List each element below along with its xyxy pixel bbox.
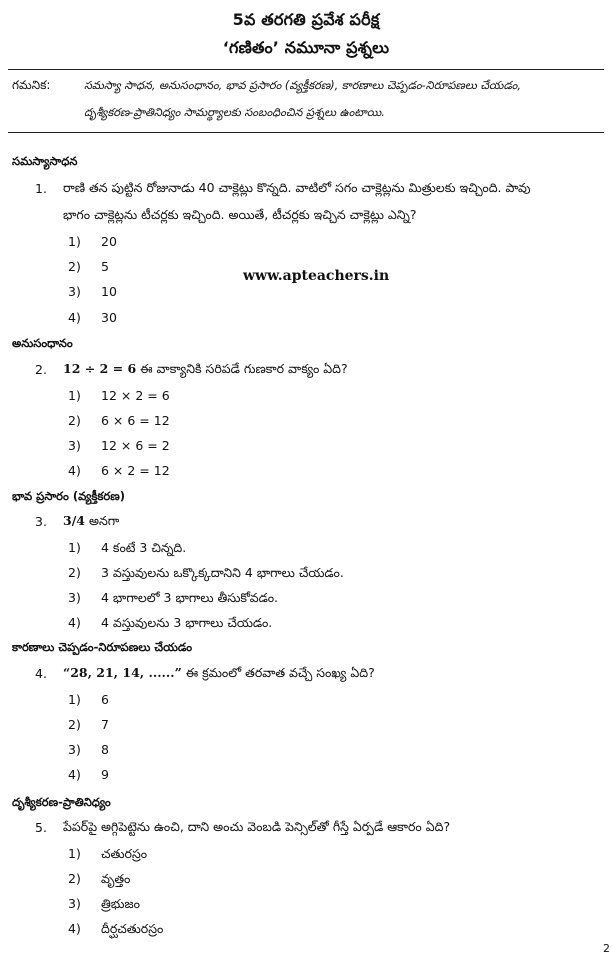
option-number: 2): [68, 565, 81, 580]
option: [68, 615, 272, 634]
question-text: [63, 813, 599, 840]
question-math: 12 ÷ 2 = 6: [63, 361, 137, 376]
option: [68, 921, 163, 940]
option-text: త్రిభుజం: [101, 896, 140, 911]
option-number: 1): [68, 388, 81, 403]
question-text: [63, 507, 599, 534]
note-label: గమనిక:: [12, 78, 51, 92]
note-text-line: దృశ్యీకరణ-ప్రాతినిధ్యం సామర్థ్యాలకు సంబంధించిన ప్రశ్నలు ఉంటాయి.: [84, 106, 385, 119]
option-text: 20: [101, 234, 117, 249]
option-number: 4): [68, 921, 81, 936]
question-number: 4.: [35, 666, 47, 681]
option-text: 12 × 2 = 6: [101, 388, 170, 403]
option-text: 6: [101, 692, 109, 707]
divider: [8, 132, 604, 133]
watermark-url: www.apteachers.in: [243, 268, 390, 284]
divider: [8, 69, 604, 70]
option-text: వృత్తం: [101, 871, 131, 886]
option: [68, 692, 109, 707]
option: [68, 590, 278, 609]
option-text: 4 వస్తువులను 3 భాగాలు చేయడం.: [101, 615, 273, 630]
option-text: చతురస్రం: [101, 846, 148, 861]
option: [68, 284, 117, 299]
option: [68, 438, 170, 453]
question-text: [63, 174, 599, 228]
section-title: సమస్యాసాధన: [12, 154, 78, 168]
option: [68, 259, 109, 274]
question-math: 3/4: [63, 513, 85, 528]
option: [68, 540, 186, 559]
question-text: [63, 659, 599, 686]
option-number: 3): [68, 284, 81, 299]
option-number: 1): [68, 846, 81, 861]
note-text-line: సమస్యా సాధన, అనుసంధానం, భావ ప్రసారం (వ్యక్తీకరణ), కారణాలు చెప్పడం-నిరూపణలు చేయడం,: [84, 79, 521, 92]
option-number: 4): [68, 310, 81, 325]
section-title: కారణాలు చెప్పడం-నిరూపణలు చేయడం: [12, 640, 193, 654]
question-number: 5.: [35, 820, 47, 835]
option-text: 12 × 6 = 2: [101, 438, 170, 453]
option: [68, 742, 109, 757]
option: [68, 767, 109, 782]
option: [68, 463, 170, 478]
option-number: 3): [68, 742, 81, 757]
option-number: 1): [68, 234, 81, 249]
option: [68, 310, 117, 325]
option-number: 1): [68, 540, 81, 555]
question-text: [63, 355, 599, 382]
option: [68, 234, 117, 249]
option-number: 2): [68, 871, 81, 886]
option-number: 4): [68, 767, 81, 782]
question-text-rest: అనగా: [84, 513, 120, 528]
option-text: 3 వస్తువులను ఒక్కొక్కదానిని 4 భాగాలు చేయడం.: [101, 565, 344, 580]
page-number: 2: [603, 942, 610, 955]
option-text: 8: [101, 742, 109, 757]
option: [68, 871, 130, 890]
option-number: 2): [68, 413, 81, 428]
question-text-line: రాణి తన పుట్టిన రోజునాడు 40 చాక్లెట్లు కొన్నది. వాటిలో సగం చాక్లెట్లను మిత్రులకు ఇచ్చింది. పావు: [63, 180, 531, 195]
option-text: దీర్ఘచతురస్రం: [101, 921, 164, 936]
option-number: 2): [68, 717, 81, 732]
option-number: 3): [68, 896, 81, 911]
option-number: 2): [68, 259, 81, 274]
option-text: 6 × 6 = 12: [101, 413, 170, 428]
option: [68, 846, 147, 865]
option-number: 3): [68, 438, 81, 453]
section-title: భావ ప్రసారం (వ్యక్తీకరణ): [12, 489, 125, 503]
option: [68, 896, 140, 915]
option-number: 3): [68, 590, 81, 605]
option-text: 4 భాగాలలో 3 భాగాలు తీసుకోవడం.: [101, 590, 279, 605]
page-title: 5వ తరగతి ప్రవేశ పరీక్ష: [232, 10, 380, 29]
question-number: 1.: [35, 181, 47, 196]
question-number: 3.: [35, 514, 47, 529]
option: [68, 565, 344, 584]
option-text: 10: [101, 284, 117, 299]
option-text: 4 కంటే 3 చిన్నది.: [101, 540, 187, 555]
option: [68, 413, 170, 428]
question-text-rest: ఈ వాక్యానికి సరిపడే గుణకార వాక్యం ఏది?: [136, 361, 348, 376]
option-text: 7: [101, 717, 109, 732]
option-text: 9: [101, 767, 109, 782]
option-number: 4): [68, 463, 81, 478]
question-text-rest: ఈ క్రమంలో తరవాత వచ్చే సంఖ్య ఏది?: [181, 665, 375, 680]
question-number: 2.: [35, 362, 47, 377]
option: [68, 388, 170, 403]
section-title: అనుసంధానం: [12, 336, 73, 350]
option-text: 5: [101, 259, 109, 274]
question-text-line: భాగం చాక్లెట్లను టీచర్లకు ఇచ్చింది. అయితే, టీచర్లకు ఇచ్చిన చాక్లెట్లు ఎన్ని?: [63, 207, 417, 222]
question-math: “28, 21, 14, ......”: [63, 665, 182, 680]
section-title: దృశ్యీకరణ-ప్రాతినిధ్యం: [12, 795, 111, 809]
question-text-line: పేపర్‌పై అగ్గిపెట్టెను ఉంచి, దాని అంచు వెంబడి పెన్సిల్‌తో గీస్తే ఏర్పడే ఆకారం ఏది?: [63, 819, 451, 834]
option-text: 30: [101, 310, 117, 325]
option: [68, 717, 109, 732]
page-subtitle: ‘గణితం’ నమూనా ప్రశ్నలు: [222, 38, 390, 57]
option-number: 1): [68, 692, 81, 707]
option-number: 4): [68, 615, 81, 630]
option-text: 6 × 2 = 12: [101, 463, 170, 478]
